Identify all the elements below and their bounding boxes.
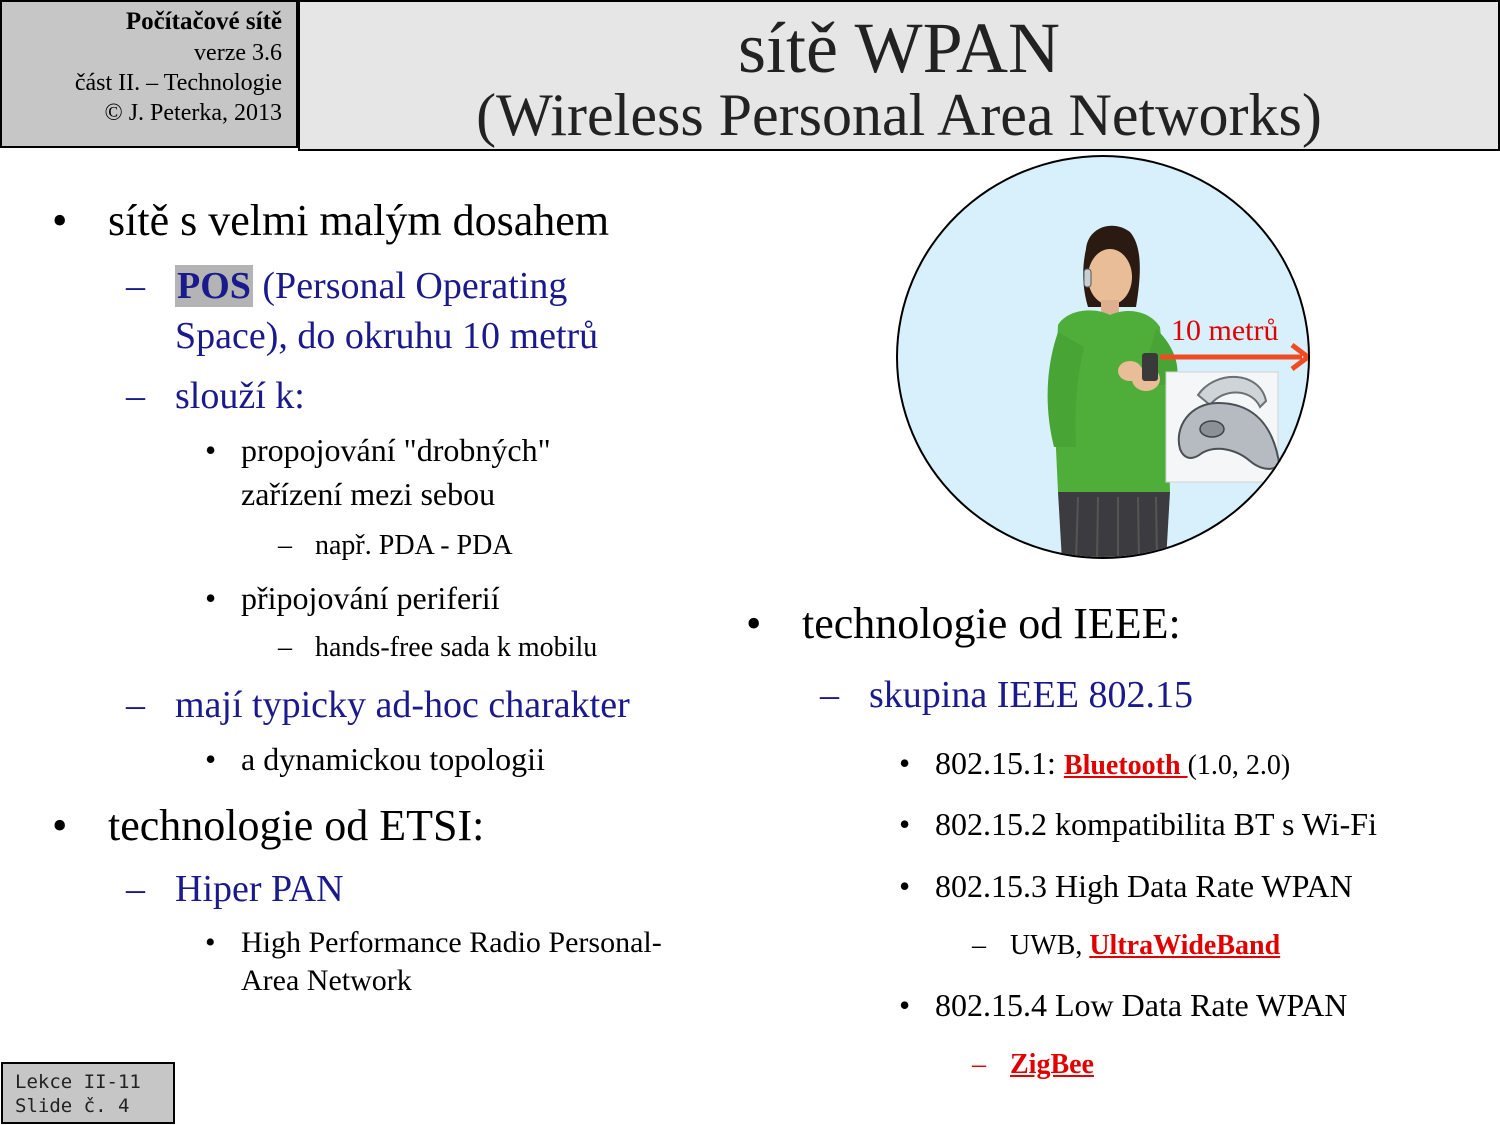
slide-number-box xyxy=(1,1062,175,1124)
item-802-15-2: 802.15.2 kompatibilita BT s Wi-Fi xyxy=(935,806,1377,842)
slide-subtitle: (Wireless Personal Area Networks) xyxy=(476,82,1322,148)
bullet-small-range: sítě s velmi malým dosahem xyxy=(108,196,610,245)
range-label: 10 metrů xyxy=(1171,314,1279,347)
example-handsfree: hands-free sada k mobilu xyxy=(315,632,598,663)
item-ieee-group: skupina IEEE 802.15 xyxy=(869,674,1194,716)
pos-text: (Personal Operating xyxy=(252,265,568,307)
bullet-marker: • xyxy=(899,987,911,1023)
uwb-prefix: UWB, xyxy=(1010,930,1090,961)
dash-marker: – xyxy=(126,375,145,417)
bullet-etsi: technologie od ETSI: xyxy=(108,801,485,850)
headset-icon xyxy=(1166,372,1279,482)
item-connect-small: propojování "drobných" xyxy=(241,432,551,468)
item-802-15-3: 802.15.3 High Data Rate WPAN xyxy=(935,868,1353,904)
item-hiperpan-desc: High Performance Radio Personal- xyxy=(241,926,662,959)
dash-marker: – xyxy=(278,530,292,561)
bullet-marker: • xyxy=(205,741,217,777)
item-uwb xyxy=(1010,930,1280,962)
bullet-marker: • xyxy=(746,599,762,648)
item-dynamic-topology: a dynamickou topologii xyxy=(241,741,545,777)
dash-marker: – xyxy=(820,674,839,716)
item-hiperpan: Hiper PAN xyxy=(175,868,344,910)
bullet-marker: • xyxy=(899,806,911,842)
slide-number: Slide č. 4 xyxy=(15,1095,130,1117)
item-802-15-1 xyxy=(935,745,1290,782)
bullet-marker: • xyxy=(52,801,68,850)
bullet-marker: • xyxy=(205,432,217,468)
bullet-marker: • xyxy=(205,580,217,616)
course-name: Počítačové sítě xyxy=(125,8,282,35)
item-adhoc: mají typicky ad-hoc charakter xyxy=(175,684,630,726)
version: verze 3.6 xyxy=(194,40,282,66)
item-pos xyxy=(175,264,567,308)
dash-marker: – xyxy=(126,868,145,910)
example-pda: např. PDA - PDA xyxy=(315,530,513,561)
item-serves: slouží k: xyxy=(175,375,305,417)
pos-term: POS xyxy=(177,265,251,307)
copyright: © J. Peterka, 2013 xyxy=(104,100,282,126)
part: část II. – Technologie xyxy=(74,70,282,96)
bullet-marker: • xyxy=(899,868,911,904)
std-802-15-1: 802.15.1: xyxy=(935,745,1064,781)
dash-marker: – xyxy=(126,684,145,726)
item-zigbee xyxy=(1010,1049,1094,1081)
dash-marker: – xyxy=(126,265,145,307)
item-802-15-4: 802.15.4 Low Data Rate WPAN xyxy=(935,987,1348,1023)
dash-marker: – xyxy=(972,1049,986,1080)
item-pos-line2: Space), do okruhu 10 metrů xyxy=(175,315,599,357)
bullet-marker: • xyxy=(52,196,68,245)
dash-marker: – xyxy=(278,632,292,663)
bluetooth-versions: (1.0, 2.0) xyxy=(1187,750,1291,781)
bluetooth-link[interactable]: Bluetooth xyxy=(1063,750,1188,781)
range-arrow-icon xyxy=(1160,345,1308,369)
lecture-number: Lekce II-11 xyxy=(15,1071,141,1093)
ultrawideband-link[interactable]: UltraWideBand xyxy=(1089,930,1281,961)
bullet-marker: • xyxy=(205,926,216,959)
bullet-marker: • xyxy=(899,745,911,781)
range-circle xyxy=(896,155,1310,559)
dash-marker: – xyxy=(972,930,986,961)
title-box xyxy=(298,0,1500,151)
zigbee-link[interactable]: ZigBee xyxy=(1010,1049,1094,1080)
slide-title: sítě WPAN xyxy=(737,8,1061,88)
item-peripherals: připojování periferií xyxy=(241,580,500,616)
item-hiperpan-desc-line2: Area Network xyxy=(241,964,412,997)
bullet-ieee: technologie od IEEE: xyxy=(802,599,1181,648)
course-info-box xyxy=(0,0,298,148)
item-connect-small-line2: zařízení mezi sebou xyxy=(241,476,496,512)
woman-with-phone-and-headset-illustration xyxy=(898,157,1310,559)
